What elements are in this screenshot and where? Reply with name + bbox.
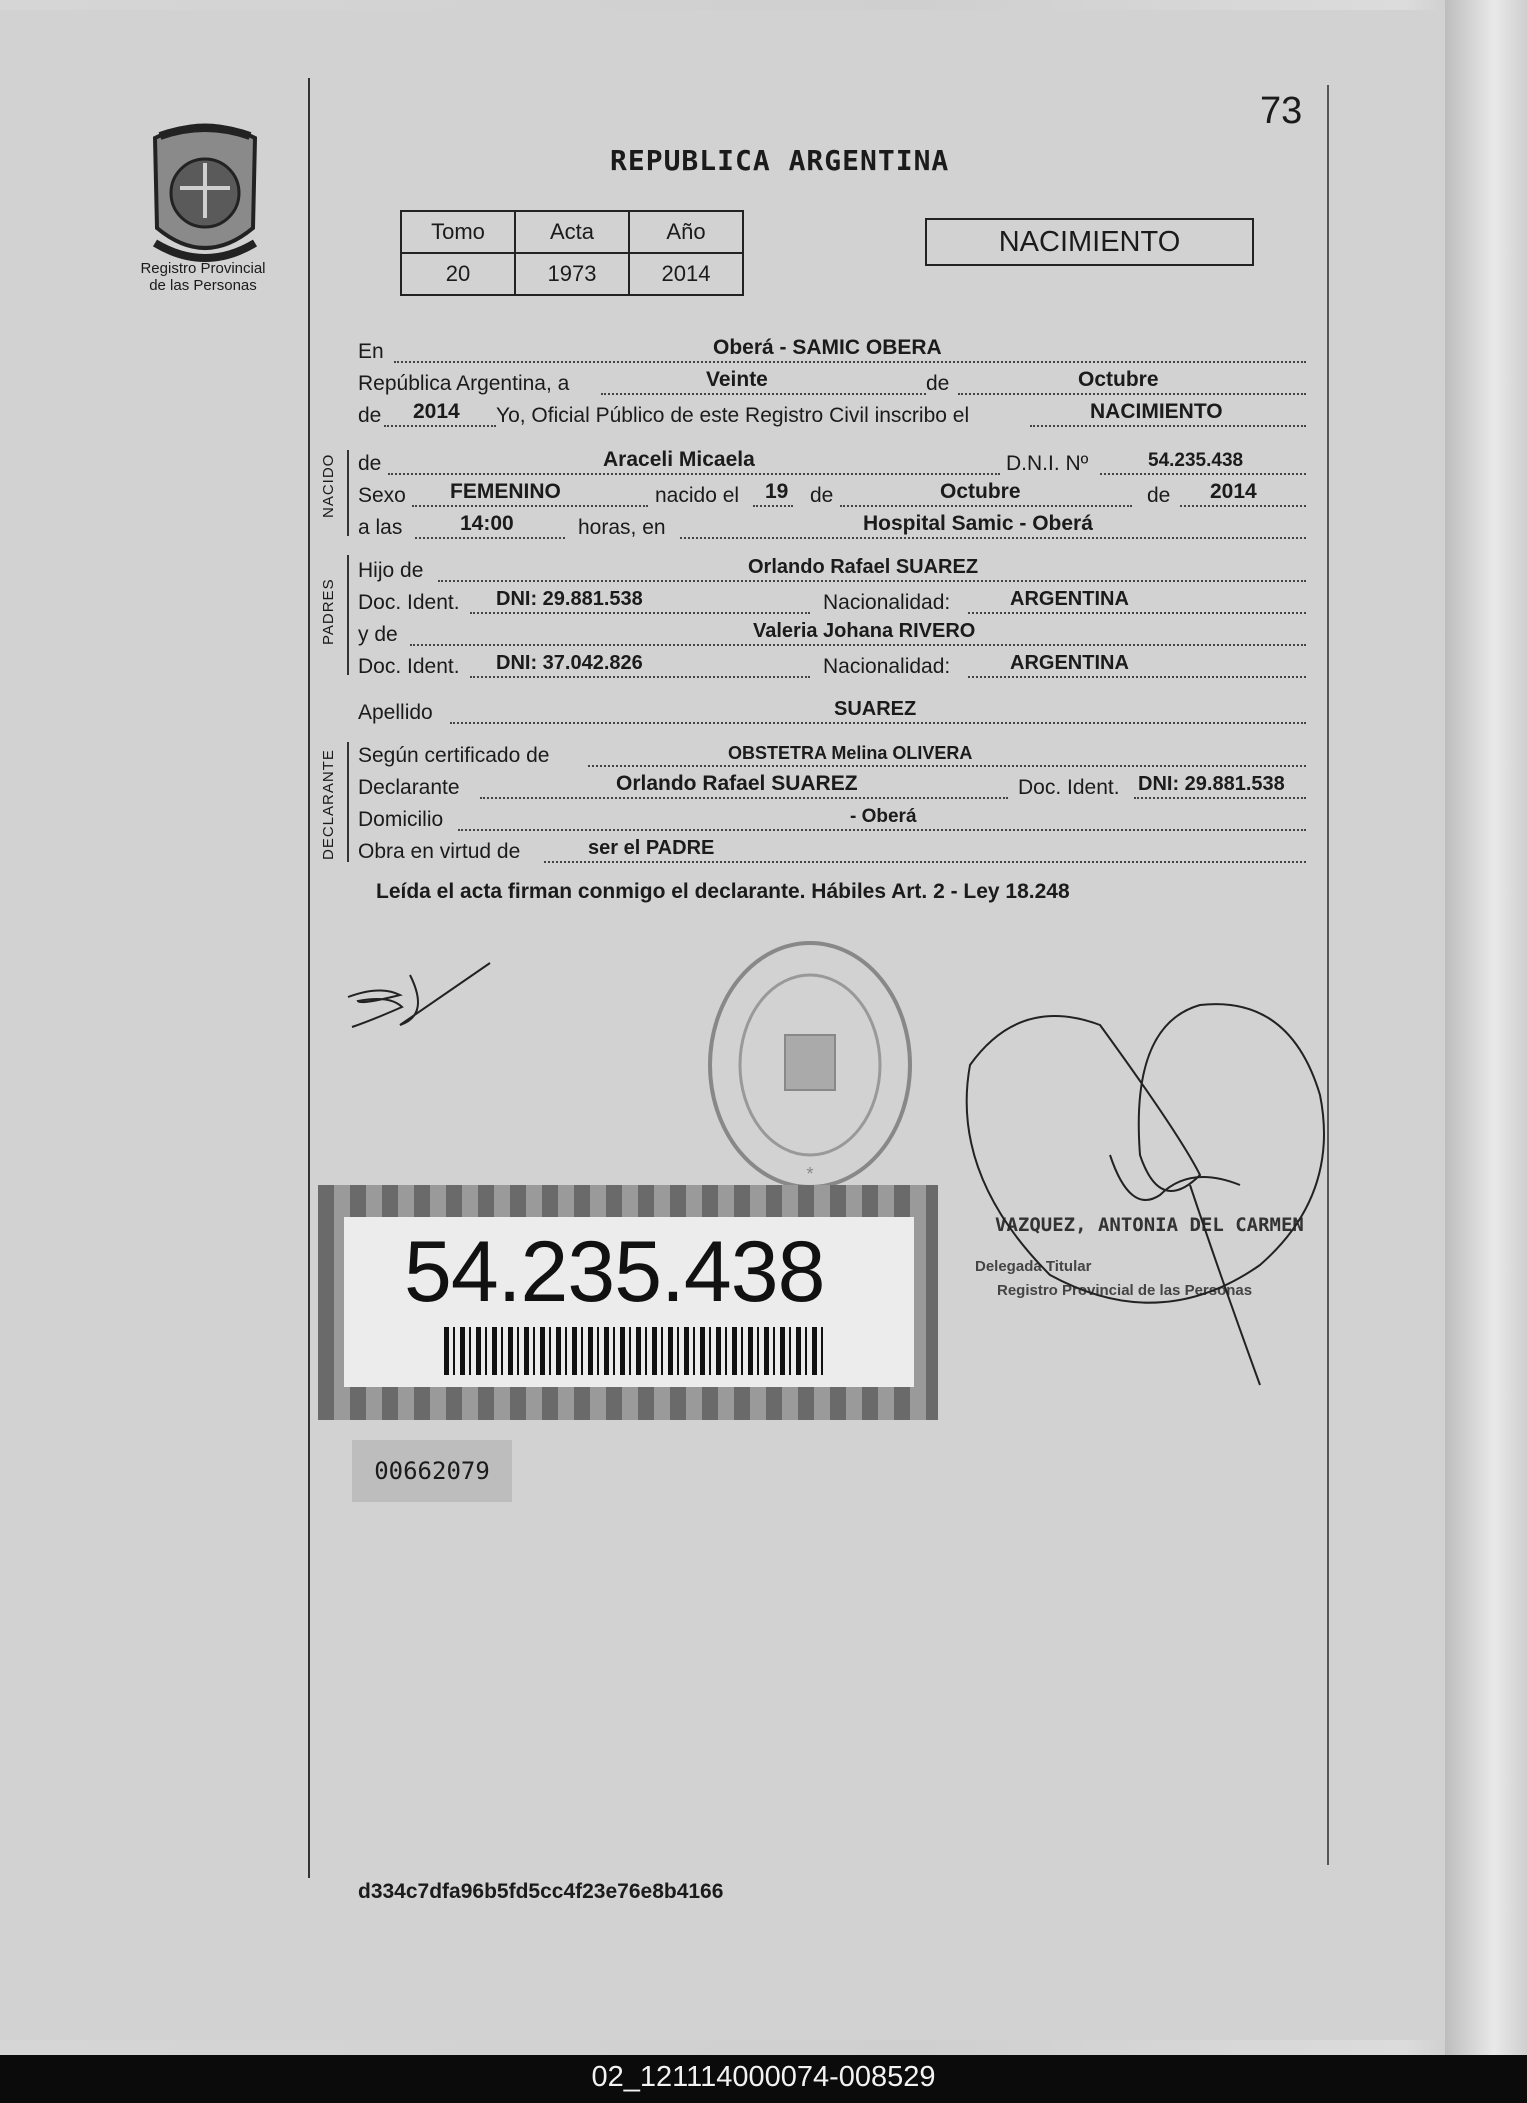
mother-nationality: ARGENTINA (1010, 652, 1129, 674)
dotted-line (1134, 797, 1306, 799)
barcode-label (344, 1217, 914, 1387)
reference-table (400, 210, 744, 296)
dni-label: D.N.I. Nº (1006, 452, 1089, 475)
horas-label: horas, en (578, 516, 666, 539)
acta-value: 1973 (515, 253, 629, 295)
padres-section-label: PADRES (320, 578, 337, 645)
barcode-icon (444, 1327, 824, 1375)
registro-provincial-seal (700, 935, 920, 1195)
dotted-line (410, 644, 1306, 646)
logo-caption-line-2: de las Personas (149, 277, 257, 294)
dotted-line (470, 676, 810, 678)
obra-label: Obra en virtud de (358, 840, 521, 863)
dotted-line (412, 505, 648, 507)
document-hash: d334c7dfa96b5fd5cc4f23e76e8b4166 (358, 1880, 724, 1903)
sexo-label: Sexo (358, 484, 406, 507)
left-margin-rule (308, 78, 310, 1878)
row-hora (358, 512, 1306, 542)
dotted-line (1100, 473, 1306, 475)
dotted-line (394, 361, 1306, 363)
row-en (358, 336, 1306, 366)
row-domicilio (358, 804, 1306, 834)
father-name: Orlando Rafael SUAREZ (748, 556, 979, 578)
mother-doc: DNI: 37.042.826 (496, 652, 643, 674)
nacido-bracket (347, 450, 349, 536)
doc-label: Doc. Ident. (1018, 776, 1120, 799)
row-fecha (358, 368, 1306, 398)
inscribo-value: NACIMIENTO (1090, 400, 1223, 423)
barcode-number: 54.235.438 (404, 1224, 825, 1320)
birth-month: Octubre (940, 480, 1021, 503)
dotted-line (415, 537, 565, 539)
child-dni: 54.235.438 (1148, 450, 1244, 471)
dotted-line (588, 765, 1306, 767)
yde-label: y de (358, 623, 398, 646)
doc-label: Doc. Ident. (358, 655, 460, 678)
doc-label: Doc. Ident. (358, 591, 460, 614)
de-label: de (358, 452, 382, 475)
nacido-section-label: NACIDO (320, 453, 337, 518)
father-doc: DNI: 29.881.538 (496, 588, 643, 610)
dotted-line (384, 425, 496, 427)
domicilio-value: - Oberá (850, 806, 917, 827)
de-label: de (810, 484, 834, 507)
stamp-line-1: Delegada Titular (975, 1258, 1092, 1275)
dotted-line (968, 676, 1306, 678)
dotted-line (450, 722, 1306, 724)
declarante-label: Declarante (358, 776, 460, 799)
dotted-line (968, 612, 1306, 614)
row-padre (358, 555, 1306, 585)
sexo-value: FEMENINO (450, 480, 561, 503)
legal-text: Leída el acta firman conmigo el declarante. Hábiles Art. 2 - Ley 18.248 (376, 880, 1070, 903)
year-value: 2014 (413, 400, 460, 423)
dotted-line (388, 473, 1000, 475)
domicilio-label: Domicilio (358, 808, 444, 831)
nacido-label: nacido el (655, 484, 740, 507)
certificado-label: Según certificado de (358, 744, 550, 767)
row-obra (358, 836, 1306, 866)
anio-header: Año (629, 211, 743, 253)
row-declarante (358, 772, 1306, 802)
birth-place: Hospital Samic - Oberá (863, 512, 1093, 535)
declarante-value: Orlando Rafael SUAREZ (616, 772, 858, 795)
barcode-panel (318, 1185, 938, 1420)
control-number: 00662079 (352, 1440, 512, 1502)
dotted-line (680, 537, 1306, 539)
dotted-line (1030, 425, 1306, 427)
en-label: En (358, 340, 384, 363)
row-oficial (358, 400, 1306, 430)
row-madre (358, 619, 1306, 649)
mother-name: Valeria Johana RIVERO (753, 620, 976, 642)
dotted-line (958, 393, 1306, 395)
anio-value: 2014 (629, 253, 743, 295)
row-sexo (358, 480, 1306, 510)
certificado-value: OBSTETRA Melina OLIVERA (728, 743, 973, 763)
dotted-line (753, 505, 793, 507)
coat-of-arms-icon (135, 118, 275, 278)
dotted-line (840, 505, 1132, 507)
dotted-line (1180, 505, 1306, 507)
birth-year: 2014 (1210, 480, 1257, 503)
day-words: Veinte (706, 368, 768, 391)
nacionalidad-label: Nacionalidad: (823, 591, 951, 614)
tomo-value: 20 (401, 253, 515, 295)
logo-caption-line-1: Registro Provincial (140, 260, 266, 277)
tomo-header: Tomo (401, 211, 515, 253)
father-nationality: ARGENTINA (1010, 588, 1129, 610)
row-certificado (358, 740, 1306, 770)
hijo-label: Hijo de (358, 559, 424, 582)
svg-text:*: * (806, 1164, 814, 1184)
declarante-section-label: DECLARANTE (320, 749, 337, 860)
dotted-line (458, 829, 1306, 831)
acta-header: Acta (515, 211, 629, 253)
declarante-bracket (347, 742, 349, 862)
republica-label: República Argentina, a (358, 372, 570, 395)
document-title: REPUBLICA ARGENTINA (610, 144, 950, 177)
nacionalidad-label: Nacionalidad: (823, 655, 951, 678)
declarant-signature (340, 955, 500, 1035)
alas-label: a las (358, 516, 403, 539)
dotted-line (601, 393, 926, 395)
en-value: Oberá - SAMIC OBERA (713, 336, 942, 359)
logo-caption (118, 260, 288, 294)
record-type: NACIMIENTO (925, 218, 1254, 266)
official-signature (960, 975, 1380, 1395)
de-label: de (926, 372, 950, 395)
page-number: 73 (1260, 90, 1303, 132)
stamp-name: VAZQUEZ, ANTONIA DEL CARMEN (995, 1214, 1304, 1236)
dotted-line (544, 861, 1306, 863)
declarante-doc: DNI: 29.881.538 (1138, 773, 1285, 795)
scan-edge (1445, 0, 1527, 2060)
de-label: de (1147, 484, 1171, 507)
dotted-line (438, 580, 1306, 582)
row-nombre (358, 448, 1306, 478)
apellido-label: Apellido (358, 701, 433, 724)
row-madre-doc (358, 651, 1306, 681)
dotted-line (480, 797, 1008, 799)
stamp-line-2: Registro Provincial de las Personas (997, 1282, 1253, 1299)
dotted-line (470, 612, 810, 614)
footer-identifier: 02_121114000074-008529 (0, 2055, 1527, 2103)
row-padre-doc (358, 587, 1306, 617)
month-value: Octubre (1078, 368, 1159, 391)
child-name: Araceli Micaela (603, 448, 755, 471)
row-apellido (358, 697, 1306, 727)
oficial-label: Yo, Oficial Público de este Registro Civil inscribo el (496, 404, 970, 427)
padres-bracket (347, 555, 349, 675)
apellido-value: SUAREZ (834, 698, 917, 720)
birth-day: 19 (765, 480, 789, 503)
birth-time: 14:00 (460, 512, 514, 535)
obra-value: ser el PADRE (588, 837, 715, 859)
de-label: de (358, 404, 382, 427)
